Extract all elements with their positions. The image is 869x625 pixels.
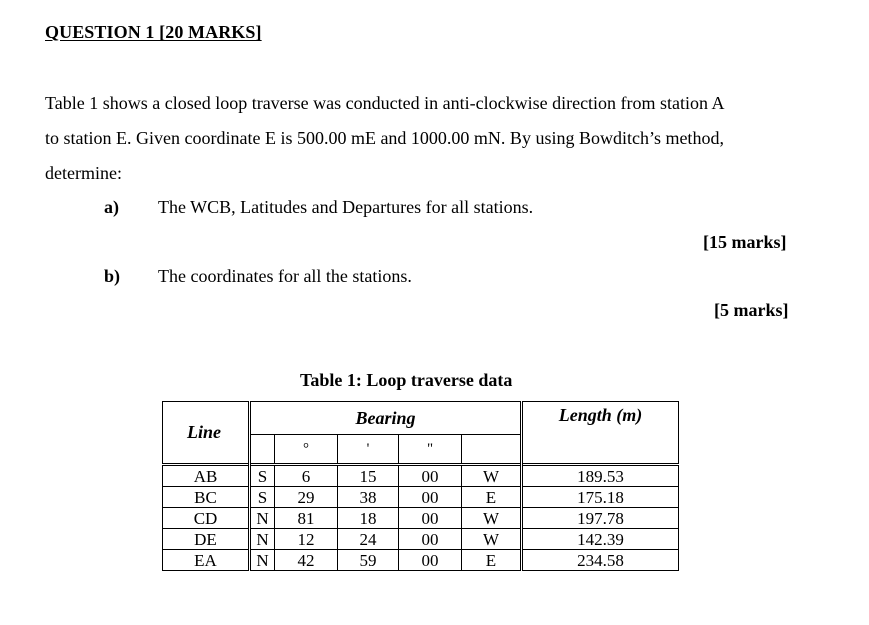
question-a-marks: [15 marks]: [703, 232, 787, 252]
cell-seconds: 00: [399, 508, 462, 529]
cell-length: 234.58: [522, 550, 679, 571]
cell-seconds: 00: [399, 529, 462, 550]
cell-minutes: 24: [338, 529, 399, 550]
table-row: [163, 529, 679, 550]
cell-minutes: 59: [338, 550, 399, 571]
cell-seconds: 00: [399, 465, 462, 487]
cell-seconds: 00: [399, 550, 462, 571]
paragraph-line-1: Table 1 shows a closed loop traverse was conducted in anti-clockwise direction from station A: [45, 93, 725, 113]
question-a-text: The WCB, Latitudes and Departures for all stations.: [158, 197, 534, 217]
cell-line: DE: [163, 529, 250, 550]
cell-ew: E: [462, 550, 522, 571]
cell-degrees: 29: [275, 487, 338, 508]
question-b-marks: [5 marks]: [714, 300, 789, 320]
page-title: QUESTION 1 [20 MARKS]: [45, 22, 262, 42]
cell-seconds: 00: [399, 487, 462, 508]
cell-ew: W: [462, 508, 522, 529]
header-ns-blank: [250, 435, 275, 465]
question-b-label: b): [104, 266, 121, 286]
table-row: [163, 487, 679, 508]
cell-degrees: 42: [275, 550, 338, 571]
header-degrees-symbol: °: [275, 435, 338, 465]
table-row: [163, 508, 679, 529]
header-bearing: Bearing: [250, 402, 522, 435]
header-line: Line: [163, 402, 250, 465]
cell-ns: S: [250, 487, 275, 508]
cell-ew: E: [462, 487, 522, 508]
cell-degrees: 81: [275, 508, 338, 529]
table-row: [163, 465, 679, 487]
cell-line: AB: [163, 465, 250, 487]
cell-length: 142.39: [522, 529, 679, 550]
cell-ns: N: [250, 508, 275, 529]
cell-ns: N: [250, 529, 275, 550]
cell-length: 175.18: [522, 487, 679, 508]
table-caption: Table 1: Loop traverse data: [300, 370, 513, 390]
cell-ew: W: [462, 529, 522, 550]
cell-length: 189.53: [522, 465, 679, 487]
cell-minutes: 38: [338, 487, 399, 508]
traverse-table: [162, 401, 679, 571]
header-ew-blank: [462, 435, 522, 465]
paragraph-line-3: determine:: [45, 163, 122, 183]
cell-ew: W: [462, 465, 522, 487]
cell-length: 197.78: [522, 508, 679, 529]
question-a-label: a): [104, 197, 119, 217]
cell-minutes: 18: [338, 508, 399, 529]
cell-line: BC: [163, 487, 250, 508]
cell-degrees: 12: [275, 529, 338, 550]
cell-ns: N: [250, 550, 275, 571]
cell-minutes: 15: [338, 465, 399, 487]
table-row: [163, 550, 679, 571]
header-seconds-symbol: ": [399, 435, 462, 465]
cell-ns: S: [250, 465, 275, 487]
cell-line: EA: [163, 550, 250, 571]
cell-degrees: 6: [275, 465, 338, 487]
paragraph-line-2: to station E. Given coordinate E is 500.00 mE and 1000.00 mN. By using Bowditch’s method,: [45, 128, 724, 148]
question-b-text: The coordinates for all the stations.: [158, 266, 412, 286]
header-length: Length (m): [522, 402, 679, 465]
header-minutes-symbol: ': [338, 435, 399, 465]
cell-line: CD: [163, 508, 250, 529]
